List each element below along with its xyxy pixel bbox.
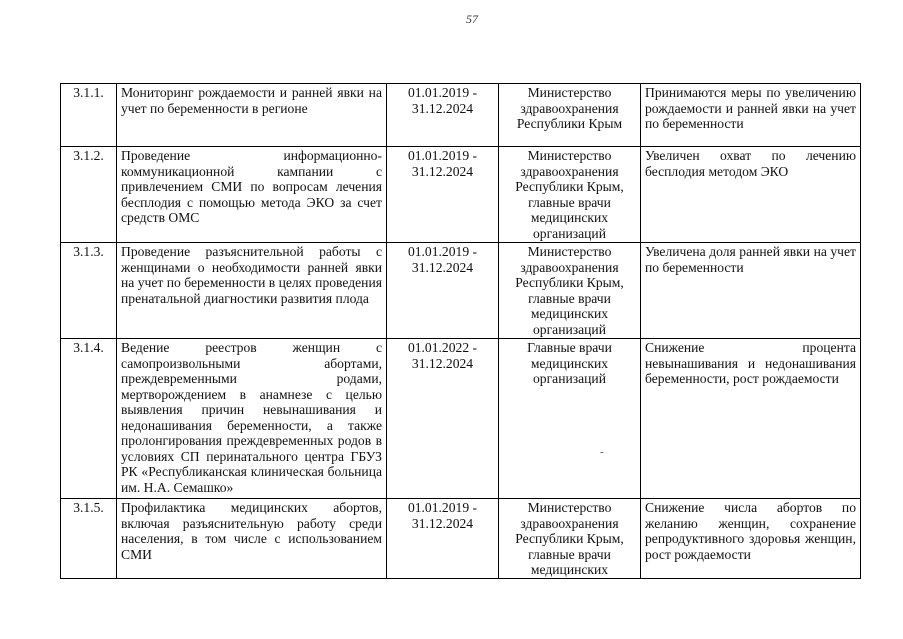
result-cell: Снижение процента невынашивания и недонашивания беременности, рост рождаемости — [641, 339, 861, 499]
responsible-cell: Министерство здравоохранения Республики Крым, главные врачи медицинских организаций — [499, 147, 641, 243]
activity-cell: Мониторинг рождаемости и ранней явки на учет по беременности в регионе — [117, 84, 387, 147]
item-number: 3.1.5. — [61, 499, 117, 579]
activity-cell: Профилактика медицинских абортов, включая разъяснительную работу среди населения, в том числе с использованием СМИ — [117, 499, 387, 579]
activity-cell: Проведение разъяснительной работы с женщинами о необходимости ранней явки на учет по беременности в целях проведения пренатальной диагностики развития плода — [117, 243, 387, 339]
item-number: 3.1.2. — [61, 147, 117, 243]
responsible-cell: Министерство здравоохранения Республики Крым — [499, 84, 641, 147]
result-cell: Увеличен охват по лечению бесплодия методом ЭКО — [641, 147, 861, 243]
item-number: 3.1.3. — [61, 243, 117, 339]
period-cell: 01.01.2019 - 31.12.2024 — [387, 243, 499, 339]
page-number: 57 — [466, 12, 478, 26]
table-row — [61, 499, 861, 579]
responsible-cell: Министерство здравоохранения Республики Крым, главные врачи медицинских — [499, 499, 641, 579]
period-cell: 01.01.2019 - 31.12.2024 — [387, 84, 499, 147]
table-row — [61, 243, 861, 339]
period-cell: 01.01.2019 - 31.12.2024 — [387, 499, 499, 579]
responsible-cell: Министерство здравоохранения Республики Крым, главные врачи медицинских организаций — [499, 243, 641, 339]
result-cell: Увеличена доля ранней явки на учет по беременности — [641, 243, 861, 339]
activity-cell: Проведение информационно-коммуникационной кампании с привлечением СМИ по вопросам лечения бесплодия с помощью метода ЭКО за счет средств ОМС — [117, 147, 387, 243]
activity-cell: Ведение реестров женщин с самопроизвольными абортами, преждевременными родами, мертворождением в анамнезе с целью выявления причин невынашивания и недонашивания беременности, а также пролонгирования преждевременных родов в условиях СП перинатального центра ГБУЗ РК «Республиканская клиническая больница им. Н.А. Семашко» — [117, 339, 387, 499]
stray-mark: - — [600, 446, 604, 458]
table-row — [61, 339, 861, 499]
period-cell: 01.01.2019 - 31.12.2024 — [387, 147, 499, 243]
result-cell: Принимаются меры по увеличению рождаемости и ранней явки на учет по беременности — [641, 84, 861, 147]
result-cell: Снижение числа абортов по желанию женщин, сохранение репродуктивного здоровья женщин, рост рождаемости — [641, 499, 861, 579]
period-cell: 01.01.2022 - 31.12.2024 — [387, 339, 499, 499]
table-row — [61, 147, 861, 243]
responsible-cell: Главные врачи медицинских организаций — [499, 339, 641, 499]
measures-table — [60, 83, 861, 579]
item-number: 3.1.4. — [61, 339, 117, 499]
item-number: 3.1.1. — [61, 84, 117, 147]
table-row — [61, 84, 861, 147]
